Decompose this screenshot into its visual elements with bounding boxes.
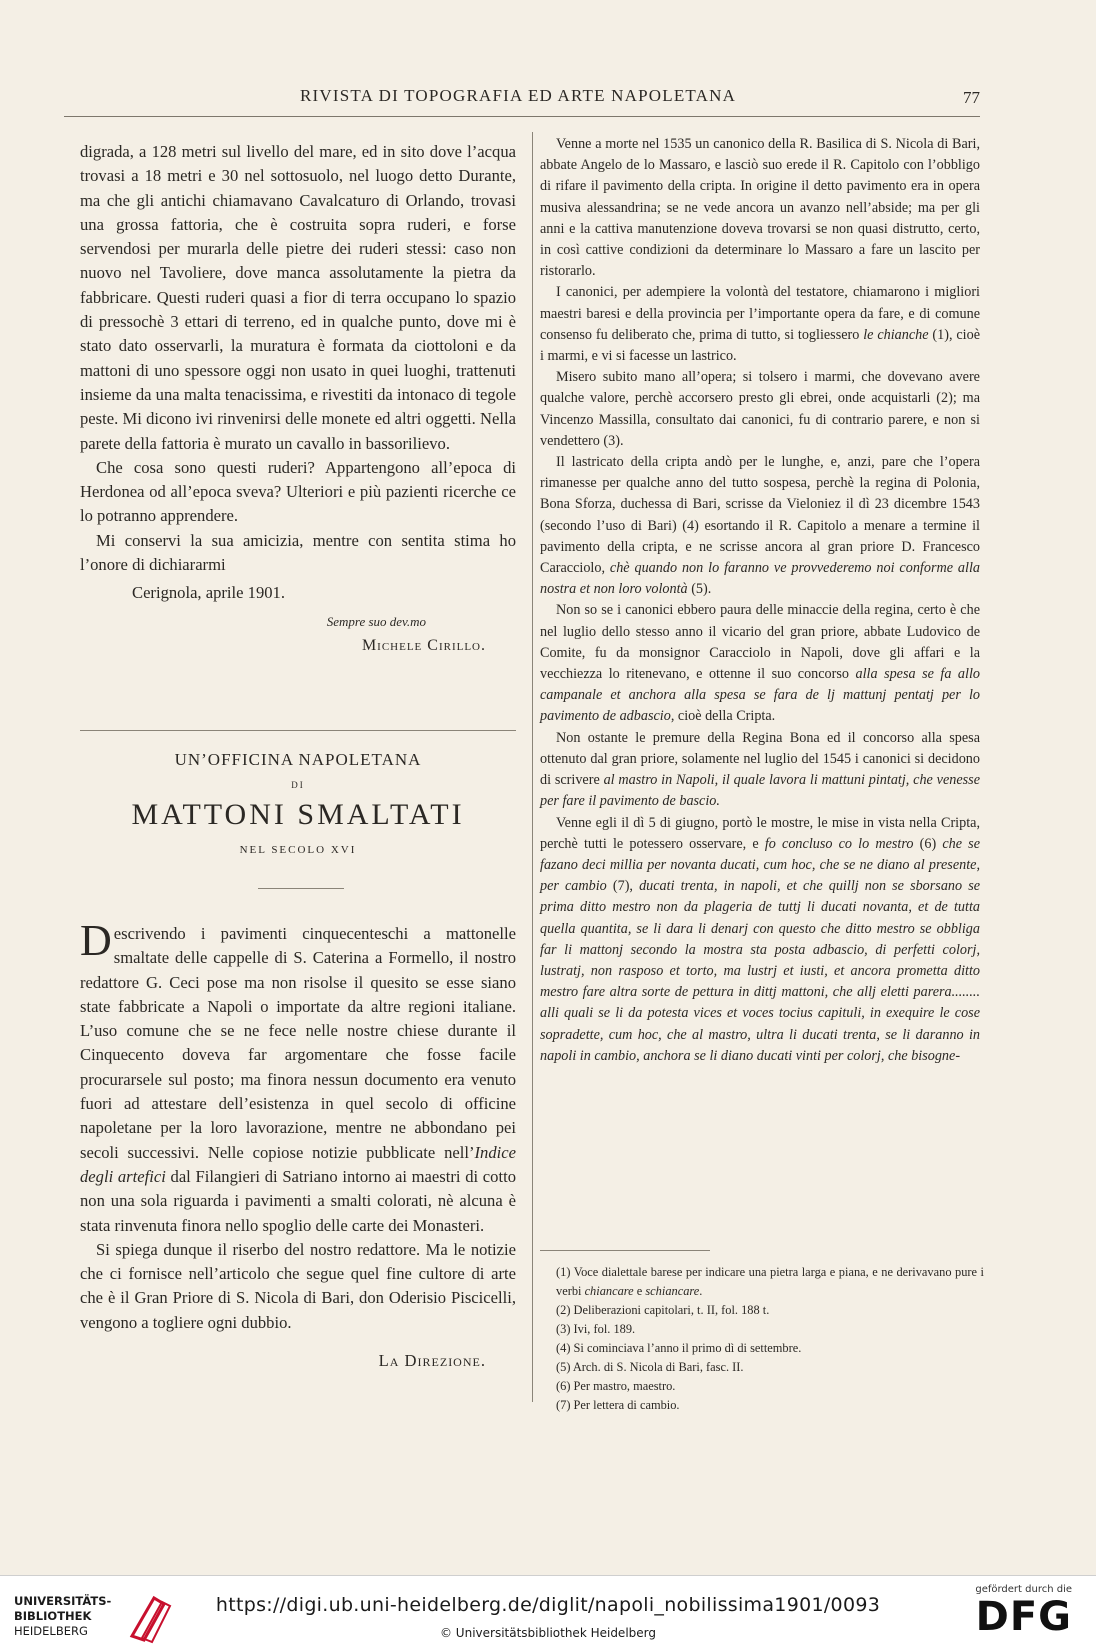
article-heading <box>80 750 516 856</box>
section-separator <box>80 730 516 731</box>
running-title: RIVISTA DI TOPOGRAFIA ED ARTE NAPOLETANA <box>300 86 737 105</box>
footnote-5: (5) Arch. di S. Nicola di Bari, fasc. II. <box>556 1360 744 1374</box>
article-intro <box>80 916 516 1373</box>
permalink-url[interactable]: https://digi.ub.uni-heidelberg.de/diglit/napoli_nobilissima1901/0093 <box>215 1594 881 1616</box>
right-paragraph-7: Venne egli il dì 5 di giugno, portò le mostre, le mise in vista nella Cripta, perchè tutti le potessero osservare, e fo concluso co lo mestro (6) che se fazano deci millia per novanta ducati, cum hoc, che se ne diano al presente, per cambio (7), ducati trenta, in napoli, et che quillj non se sborsano se prima ditto mestro non da plageria de tuttj li ducati novanta, et de tutta quella quantita, se li dara li denarj con questo che ditto mestro se obbliga far li mattonj secondo la mostra sta posta adbascio, di perfetti colorj, lustratj, non rasposo et torto, ma lustrj et iusti, et ancora prometta ditto mestro fare altra sorte de pettura in dittj mattoni, che allj eletti parera........ alli quali se li da potesta vices et voces tocius capituli, in exequire le cose sopradette, cum hoc, che al mastro, ultra li ducati trenta, se li daranno in napoli in cambio, anchora se li diano ducati vinti per colorj, che bisogne- <box>540 814 981 1064</box>
place-date: Cerignola, aprile 1901. <box>132 583 285 603</box>
editorial-signature: La Direzione. <box>378 1351 486 1371</box>
dfg-logo[interactable] <box>962 1584 1072 1646</box>
right-column-text <box>540 134 980 1067</box>
library-name-line1: UNIVERSITÄTS- <box>14 1594 112 1608</box>
article-title-di: DI <box>291 780 305 790</box>
right-paragraph-5: Non so se i canonici ebbero paura delle minaccie della regina, certo è che nel luglio dello stesso anno il vicario del gran priore, abbate Ludovico de Comite, fu da monsignor Caracciolo in Napoli, dove gli affari e la vecchiezza lo ritenevano, e ottenne il suo concorso alla spesa se fa allo campanale et anchora alla spesa se fara de lj mattunj pentatj per lo pavimento de adbascio, cioè della Cripta. <box>540 602 981 725</box>
intro-paragraph-2: Si spiega dunque il riserbo del nostro redattore. Ma le notizie che ci fornisce nell’articolo che segue quel fine cultore di arte che è il Gran Priore di S. Nicola di Bari, don Oderisio Piscicelli, vengono a togliere ogni dubbio. <box>80 1239 516 1332</box>
intro-paragraph-1: Descrivendo i pavimenti cinquecenteschi a mattonelle smaltate delle cappelle di S. Caterina a Formello, il nostro redattore G. Ceci pose ma non risolse il quesito se esse siano state fabbricate a Napoli o importate da altre regioni italiane. L’uso comune che se ne fece nelle nostre chiese durante il Cinquecento doveva far argomentare che fosse facile procurarsele sul posto; ma finora nessun documento era venuto fuori ad attestare dell’esistenza in quel secolo di officine napoletane per la loro lavorazione, mentre ne abbondano pei secoli successivi. Nelle copiose notizie pubblicate nell’Indice degli artefici dal Filangieri di Satriano intorno ai maestri di cotto non una sola riguarda i pavimenti a smalti colorati, nè alcuna è stata rinvenuta finora nello spoglio delle carte dei Monasteri. <box>80 916 516 1235</box>
footnote-rule <box>540 1250 710 1251</box>
letter-paragraph-2: Che cosa sono questi ruderi? Appartengono all’epoca di Herdonea od all’epoca sveva? Ulteriori e più pazienti ricerche ce lo potranno apprendere. <box>80 457 516 526</box>
left-column-letter <box>80 140 516 658</box>
article-main-title: MATTONI SMALTATI <box>131 798 465 831</box>
viewer-footer <box>0 1575 1096 1652</box>
right-paragraph-3: Misero subito mano all’opera; si tolsero i marmi, che dovevano avere qualche valore, perchè accorsero presto gli ebrei, onde acquistarli (2); ma Vincenzo Massilla, consultato dai canonici, fu di contrario parere, e non si vendettero (3). <box>540 369 980 449</box>
footnote-7: (7) Per lettera di cambio. <box>556 1398 680 1412</box>
footnote-1: (1) Voce dialettale barese per indicare una pietra larga e piana, e ne derivavano pure i verbi chiancare e schiancare. <box>556 1265 984 1298</box>
page-number: 77 <box>963 88 980 107</box>
right-paragraph-2: I canonici, per adempiere la volontà del testatore, chiamarono i migliori maestri baresi e della provincia per l’importante opera da fare, e di comune consenso fu deliberato che, prima di tutto, si togliessero le chianche (1), cioè i marmi, e vi si facesse un lastrico. <box>540 284 981 365</box>
column-divider <box>532 132 533 1402</box>
article-subtitle: NEL SECOLO XVI <box>239 844 357 856</box>
closing-formula: Sempre suo dev.mo <box>326 613 426 629</box>
library-name-line3: HEIDELBERG <box>14 1624 88 1638</box>
footnote-3: (3) Ivi, fol. 189. <box>556 1322 636 1336</box>
running-header <box>80 86 980 112</box>
right-paragraph-6: Non ostante le premure della Regina Bona ed il concorso alla spesa ottenuto dal gran priore, solamente nel luglio del 1545 i canonici si decidono di scrivere al mastro in Napoli, il quale lavora li mattuni pintatj, che venesse per fare il pavimento de bascio. <box>540 729 980 810</box>
drop-cap: D <box>80 916 112 965</box>
right-paragraph-4: Il lastricato della cripta andò per le lunghe, e, anzi, pare che l’opera rimanesse per qualche anno del tutto sospesa, perchè la regina di Polonia, Bona Sforza, duchessa di Bari, scrisse da Vieloniez il dì 23 dicembre 1543 (secondo l’uso di Bari) (4) esortando il R. Capitolo a menare a termine il pavimento della cripta, e ne scrisse ancora al gran priore D. Francesco Caracciolo, chè quando non lo faranno ve provvederemo noi conforme alla nostra et non loro volontà (5). <box>540 454 980 598</box>
dfg-wordmark: DFG <box>975 1594 1072 1640</box>
library-name-line2: BIBLIOTHEK <box>14 1609 92 1623</box>
letter-signature: Michele Cirillo. <box>361 636 486 654</box>
article-title-line1: UN’OFFICINA NAPOLETANA <box>174 750 422 769</box>
footnote-6: (6) Per mastro, maestro. <box>556 1379 676 1393</box>
funding-text: gefördert durch die <box>975 1584 1072 1595</box>
letter-paragraph-3: Mi conservi la sua amicizia, mentre con sentita stima ho l’onore di dichiararmi <box>80 530 516 575</box>
letter-paragraph-1: digrada, a 128 metri sul livello del mare, ed in sito dove l’acqua trovasi a 18 metri e 30 nel sottosuolo, nel luogo detto Durante, ma che gli antichi chiamavano Cavalcaturo di Orlando, trovasi una grossa fattoria, che è costruita sopra ruderi, e forse servendosi per murarla delle pietre dei ruderi stessi: caso non nuovo nel Tavoliere, dove manca assolutamente la pietra da fabbricare. Questi ruderi quasi a fior di terra occupano lo spazio di pressochè 3 ettari di terreno, ed in qualche punto, dove mi è stato dato osservarli, la muratura è formata da ciottoloni e da mattoni di uno spessore oggi non usato in quei luoghi, trattenuti insieme da una malta tenacissima, e rivestiti da intonaco di tegole peste. Mi dicono ivi rinvenirsi delle monete ed altri oggetti. Nella parete della fattoria è murato un cavallo in bassorilievo. <box>80 142 516 453</box>
footnote-2: (2) Deliberazioni capitolari, t. II, fol. 188 t. <box>556 1303 770 1317</box>
title-rule <box>258 888 344 889</box>
right-paragraph-1: Venne a morte nel 1535 un canonico della R. Basilica di S. Nicola di Bari, abbate Angelo de lo Massaro, e lasciò suo erede il R. Capitolo con l’obbligo di rifare il pavimento della cripta. In origine il detto pavimento era in opera musiva alessandrina; se ne vede ancora un avanzo nell’abside; ma per gli anni e la cattiva manutenzione doveva trovarsi se non quasi distrutto, certo, in così cattive condizioni da determinare lo Massaro a fare un lascito per ristorarlo. <box>540 136 980 280</box>
footnote-4: (4) Si cominciava l’anno il primo dì di settembre. <box>556 1341 802 1355</box>
header-rule <box>64 116 980 117</box>
copyright-notice: © Universitätsbibliothek Heidelberg <box>439 1626 656 1640</box>
footnotes <box>556 1263 984 1415</box>
